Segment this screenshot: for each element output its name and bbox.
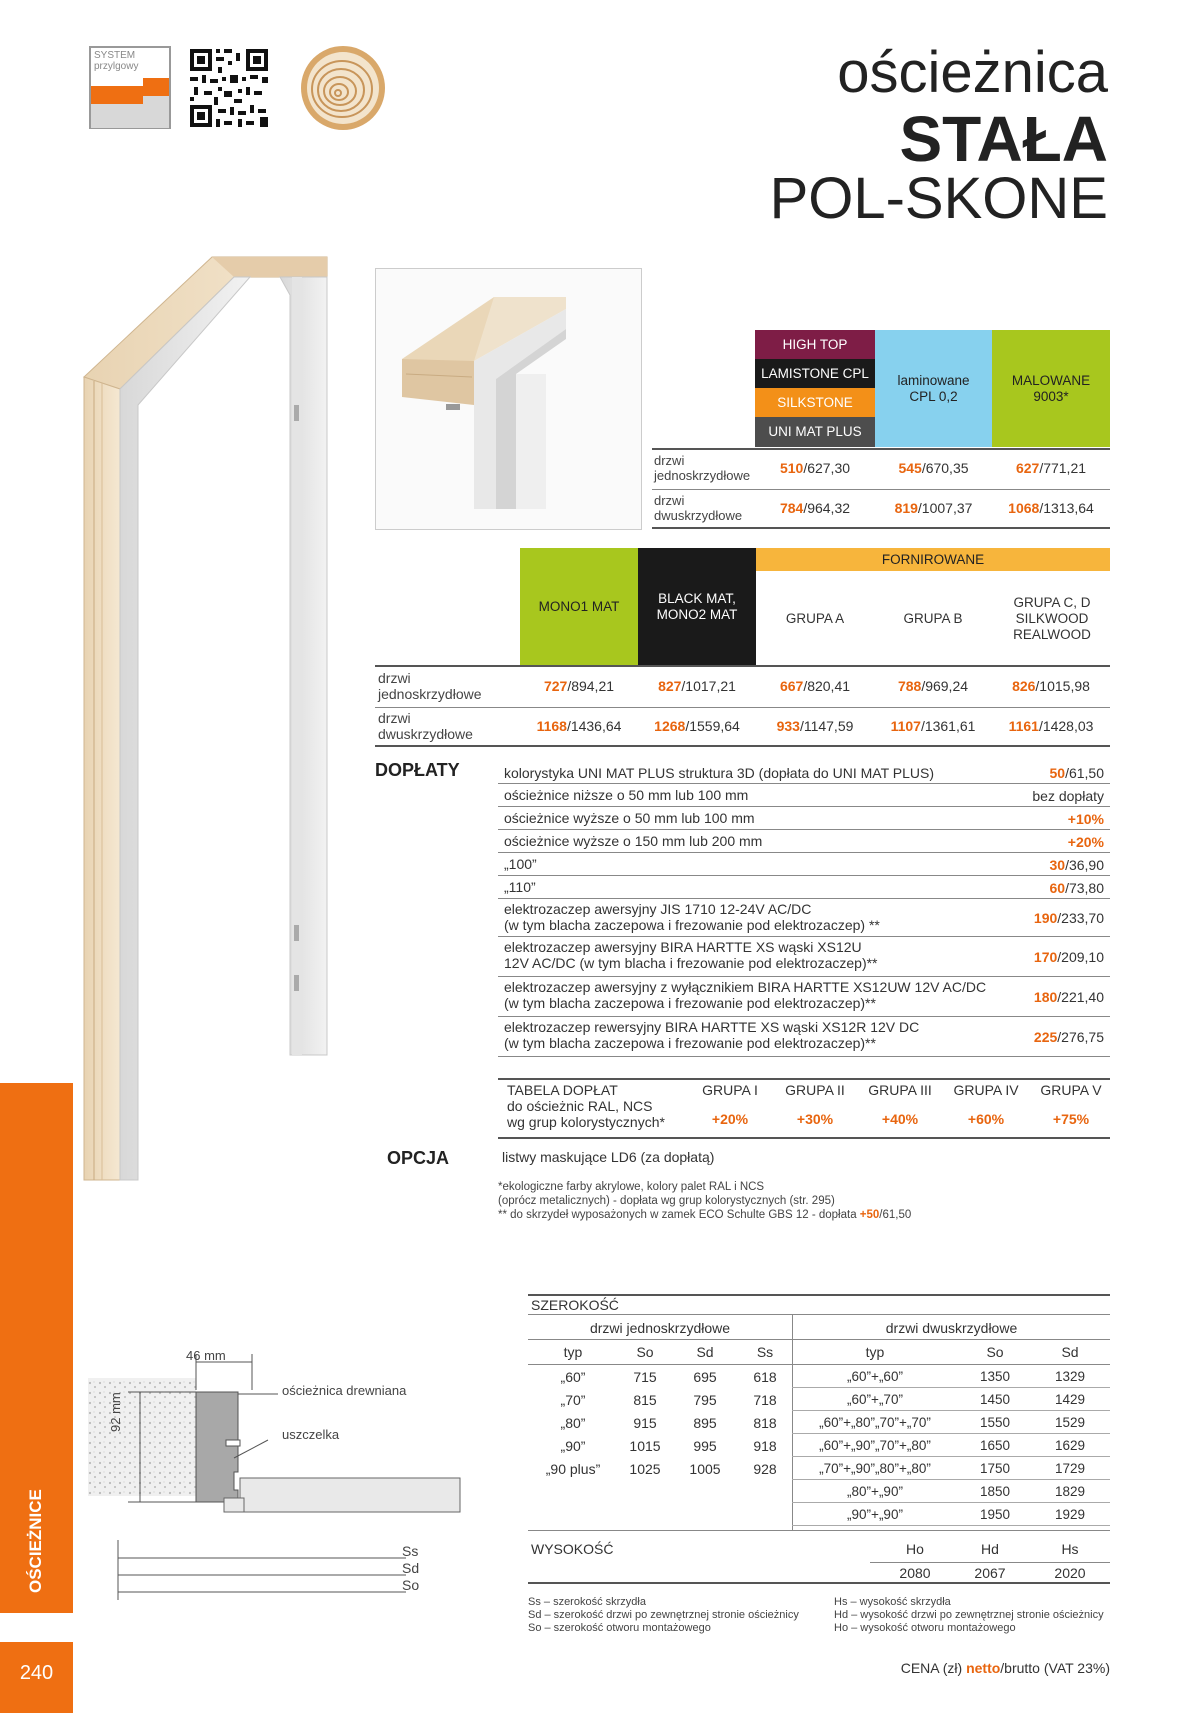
doplata-text: „100” <box>504 856 537 872</box>
doplata-row <box>498 807 1110 830</box>
hdr-mono1: MONO1 MAT <box>520 548 638 665</box>
ral-group-label: GRUPA IV <box>953 1082 1019 1098</box>
doplata-text: elektrozaczep awersyjny JIS 1710 12-24V AC/DC (w tym blacha zaczepowa i frezowanie pod elektrozaczep) ** <box>504 901 880 933</box>
szer-single-cell: 818 <box>753 1415 777 1431</box>
szer-single-cell: 1005 <box>689 1461 721 1477</box>
szer-double-header: So <box>986 1344 1004 1360</box>
doplata-price: 180/221,40 <box>1033 989 1104 1005</box>
szer-single-header: Ss <box>756 1344 774 1360</box>
cross-section-diagram <box>88 1340 508 1620</box>
legend-sd: Sd – szerokość drzwi po zewnętrznej stronie ościeżnicy <box>528 1609 799 1621</box>
szer-double-cell: 1350 <box>979 1369 1011 1384</box>
hdr-grupa-cd: GRUPA C, D SILKWOOD REALWOOD <box>1013 595 1091 642</box>
dim-92mm: 92 mm <box>108 1392 123 1432</box>
wys-header: Hs <box>1061 1541 1079 1557</box>
hdr-black-mat: BLACK MAT, MONO2 MAT <box>638 548 756 665</box>
doplaty-title: DOPŁATY <box>375 760 460 780</box>
szer-single-cell: 815 <box>633 1392 657 1408</box>
t2-row1-label: drzwi jednoskrzydłowe <box>378 670 482 702</box>
title-line2: STAŁA <box>899 103 1108 175</box>
szer-single-cell: 1025 <box>629 1461 661 1477</box>
szer-single-header: typ <box>563 1344 583 1360</box>
doplata-price: 60/73,80 <box>1049 879 1104 896</box>
t1-r2-c2: 819/1007,37 <box>894 500 973 516</box>
t1-r1-c1: 510/627,30 <box>779 460 851 476</box>
doplata-price: +10% <box>1067 810 1104 827</box>
doplata-price: 225/276,75 <box>1033 1029 1104 1045</box>
legend-right <box>834 1596 1104 1635</box>
doplata-price: 170/209,10 <box>1033 949 1104 965</box>
ral-label-1: TABELA DOPŁAT <box>507 1082 618 1098</box>
szer-double-cell: „60”+„70” <box>847 1392 903 1407</box>
ral-group-value: +20% <box>711 1111 749 1127</box>
doplata-text: ościeżnice wyższe o 150 mm lub 200 mm <box>504 833 763 849</box>
doplata-row <box>498 830 1110 853</box>
szer-double-cell: „90”+„90” <box>847 1507 903 1522</box>
t2-r2-c4: 1107/1361,61 <box>890 718 976 734</box>
dim-sd: Sd <box>402 1560 420 1576</box>
hdr-grupa-a: GRUPA A <box>785 611 845 626</box>
hdr-fornirowane: FORNIROWANE <box>756 548 1110 571</box>
dim-ss: Ss <box>402 1543 419 1559</box>
hdr-uni-mat-plus: UNI MAT PLUS <box>755 417 875 447</box>
footnote-3: ** do skrzydeł wyposażonych w zamek ECO Schulte GBS 12 - dopłata +50/61,50 <box>498 1209 912 1221</box>
corner-photo <box>375 268 642 530</box>
szer-double-cell: 1429 <box>1054 1392 1086 1407</box>
szer-double-cell: „70”+„90”„80”+„80” <box>819 1461 931 1476</box>
ral-label-3: wg grup kolorystycznych* <box>507 1114 665 1130</box>
system-label-line2: przylgowy <box>94 61 139 72</box>
szer-single-cell: „80” <box>560 1415 586 1431</box>
doplata-price: bez dopłaty <box>1032 787 1104 804</box>
szer-double-cell: 1850 <box>979 1484 1011 1499</box>
szer-single-cell: 1015 <box>629 1438 661 1454</box>
ral-group-value: +30% <box>796 1111 834 1127</box>
t1-row2-label: drzwi dwuskrzydłowe <box>654 493 743 523</box>
szer-double-header: Sd <box>1061 1344 1079 1360</box>
legend-so: So – szerokość otworu montażowego <box>528 1622 711 1634</box>
t1-r1-c2: 545/670,35 <box>898 460 969 476</box>
wys-value: 2067 <box>974 1565 1006 1581</box>
doplata-price: 190/233,70 <box>1033 910 1104 926</box>
doplata-text: „110” <box>504 879 536 895</box>
szer-single-cell: 918 <box>753 1438 777 1454</box>
opcja-title: OPCJA <box>387 1148 450 1168</box>
szer-single-cell: 995 <box>693 1438 717 1454</box>
szer-double-cell: „60”+„90”„70”+„80” <box>819 1438 931 1453</box>
ral-group-label: GRUPA I <box>702 1082 758 1098</box>
doplata-row <box>498 853 1110 876</box>
doplata-row <box>498 899 1110 937</box>
legend-hs: Hs – wysokość skrzydła <box>834 1596 951 1608</box>
szer-double-cell: 1529 <box>1054 1415 1086 1430</box>
ral-group-value: +40% <box>881 1111 919 1127</box>
system-step-icon <box>91 78 169 128</box>
t1-r2-c3: 1068/1313,64 <box>1008 500 1094 516</box>
t1-row1-label: drzwi jednoskrzydłowe <box>654 453 751 483</box>
price-note: CENA (zł) netto/brutto (VAT 23%) <box>900 1660 1110 1676</box>
ral-label-2: do ościeżnic RAL, NCS <box>507 1098 653 1114</box>
footnotes <box>498 1180 911 1222</box>
t2-r1-c3: 667/820,41 <box>779 678 851 694</box>
t2-r2-c3: 933/1147,59 <box>776 718 854 734</box>
t2-r1-c2: 827/1017,21 <box>658 678 736 694</box>
doplata-text: ościeżnice niższe o 50 mm lub 100 mm <box>504 787 749 803</box>
hdr-grupa-b: GRUPA B <box>903 611 963 626</box>
hdr-lamistone: LAMISTONE CPL <box>755 359 875 388</box>
title-line1: ościeżnica <box>837 40 1108 105</box>
ral-label <box>507 1082 665 1130</box>
t2-row2-label: drzwi dwuskrzydłowe <box>378 710 473 742</box>
szer-single-cell: „90 plus” <box>545 1461 601 1477</box>
doplata-text: elektrozaczep rewersyjny BIRA HARTTE XS wąski XS12R 12V DC (w tym blacha zaczepowa i frezowanie pod elektrozaczep)** <box>504 1019 920 1051</box>
szer-single-cell: 895 <box>693 1415 717 1431</box>
doplata-row <box>498 937 1110 977</box>
szer-double-cell: „80”+„90” <box>847 1484 903 1499</box>
szer-double-cell: 1629 <box>1054 1438 1086 1453</box>
t2-r1-c1: 727/894,21 <box>543 678 615 694</box>
page-number: 240 <box>19 1662 54 1684</box>
szer-double-cell: 1729 <box>1054 1461 1086 1476</box>
szer-double-cell: „60”+„80”„70”+„70” <box>819 1415 931 1430</box>
szer-double: drzwi dwuskrzydłowe <box>885 1320 1018 1336</box>
doplata-price: 50/61,50 <box>1049 765 1104 781</box>
t2-r2-c2: 1268/1559,64 <box>654 718 740 734</box>
doplata-row <box>498 784 1110 807</box>
wys-value: 2020 <box>1054 1565 1086 1581</box>
doplata-row <box>498 977 1110 1017</box>
dim-46mm: 46 mm <box>186 1348 226 1363</box>
side-tab <box>0 1083 73 1613</box>
legend-hd: Hd – wysokość drzwi po zewnętrznej stronie ościeżnicy <box>834 1609 1104 1621</box>
footnote-2: (oprócz metalicznych) - dopłata wg grup kolorystycznych (str. 295) <box>498 1195 835 1207</box>
szer-single: drzwi jednoskrzydłowe <box>589 1320 731 1336</box>
szer-double-cell: 1650 <box>979 1438 1011 1453</box>
doplata-text: elektrozaczep awersyjny z wyłącznikiem BIRA HARTTE XS12UW 12V AC/DC (w tym blacha zaczepowa i frezowanie pod elektrozaczep)** <box>504 979 987 1011</box>
label-oscieznica-drewniana: ościeżnica drewniana <box>282 1383 407 1398</box>
szer-double-cell: 1950 <box>979 1507 1011 1522</box>
legend-ss: Ss – szerokość skrzydła <box>528 1596 646 1608</box>
wood-rings-icon <box>298 43 388 133</box>
szer-single-header: Sd <box>696 1344 714 1360</box>
opcja-text: listwy maskujące LD6 (za dopłatą) <box>502 1149 715 1165</box>
szer-single-cell: 795 <box>693 1392 717 1408</box>
szer-double-cell: 1750 <box>979 1461 1011 1476</box>
szer-single-header: So <box>636 1344 654 1360</box>
legend-left <box>528 1596 799 1635</box>
wys-value: 2080 <box>899 1565 931 1581</box>
side-tab-label: OŚCIEŻNICE <box>26 1489 45 1593</box>
door-frame-illustration <box>80 255 340 1185</box>
doplata-text: ościeżnice wyższe o 50 mm lub 100 mm <box>504 810 755 826</box>
hdr-laminowane: laminowane CPL 0,2 <box>875 330 992 447</box>
label-uszczelka: uszczelka <box>282 1427 340 1442</box>
title-line3: POL-SKONE <box>769 166 1108 231</box>
szer-single-cell: 928 <box>753 1461 777 1477</box>
szer-double-cell: 1550 <box>979 1415 1011 1430</box>
hdr-high-top: HIGH TOP <box>755 330 875 359</box>
szer-double-cell: 1929 <box>1054 1507 1086 1522</box>
szer-single-cell: 715 <box>633 1369 657 1385</box>
hdr-silkstone: SILKSTONE <box>755 388 875 417</box>
doplata-row <box>498 1017 1110 1057</box>
szer-single-cell: 915 <box>633 1415 657 1431</box>
ral-group-label: GRUPA V <box>1040 1082 1102 1098</box>
doplata-row <box>498 876 1110 899</box>
wys-header: Ho <box>906 1541 924 1557</box>
qr-code-icon[interactable] <box>188 47 270 129</box>
doplata-price: 30/36,90 <box>1049 856 1104 873</box>
dim-so: So <box>402 1577 420 1593</box>
t2-r1-c4: 788/969,24 <box>897 678 969 694</box>
doplata-row <box>498 762 1110 784</box>
doplata-text: elektrozaczep awersyjny BIRA HARTTE XS wąski XS12U 12V AC/DC (w tym blacha i frezowanie pod elektrozaczep)** <box>504 939 878 971</box>
doplata-text: kolorystyka UNI MAT PLUS struktura 3D (dopłata do UNI MAT PLUS) <box>504 765 934 781</box>
szer-single-cell: 695 <box>693 1369 717 1385</box>
szer-double-cell: 1829 <box>1054 1484 1086 1499</box>
system-label-line1: SYSTEM <box>94 50 136 61</box>
szer-single-cell: 718 <box>753 1392 777 1408</box>
legend-ho: Ho – wysokość otworu montażowego <box>834 1622 1016 1634</box>
ral-group-label: GRUPA III <box>868 1082 932 1098</box>
szer-single-cell: „70” <box>560 1392 586 1408</box>
szer-double-cell: 1329 <box>1054 1369 1086 1384</box>
szer-double-header: typ <box>865 1344 885 1360</box>
szer-single-cell: „60” <box>560 1369 586 1385</box>
szer-single-cell: „90” <box>560 1438 586 1454</box>
doplata-price: +20% <box>1067 833 1104 850</box>
szer-double-cell: 1450 <box>979 1392 1011 1407</box>
ral-group-value: +75% <box>1052 1111 1090 1127</box>
frame-corner-image <box>376 269 641 529</box>
ral-group-value: +60% <box>967 1111 1005 1127</box>
ral-group-label: GRUPA II <box>785 1082 845 1098</box>
t1-r1-c3: 627/771,21 <box>1015 460 1087 476</box>
t2-r1-c5: 826/1015,98 <box>1012 678 1090 694</box>
t2-r2-c5: 1161/1428,03 <box>1008 718 1094 734</box>
system-icon <box>89 46 171 129</box>
footnote-1: *ekologiczne farby akrylowe, kolory palet RAL i NCS <box>498 1181 765 1193</box>
t2-r2-c1: 1168/1436,64 <box>536 718 622 734</box>
page-number-tab <box>0 1642 73 1713</box>
wys-title: WYSOKOŚĆ <box>531 1541 614 1557</box>
szer-title: SZEROKOŚĆ <box>531 1297 619 1313</box>
szer-single-cell: 618 <box>753 1369 777 1385</box>
t1-r2-c1: 784/964,32 <box>779 500 851 516</box>
hdr-malowane: MALOWANE 9003* <box>992 330 1110 447</box>
szer-double-cell: „60”+„60” <box>847 1369 903 1384</box>
wys-header: Hd <box>981 1541 999 1557</box>
